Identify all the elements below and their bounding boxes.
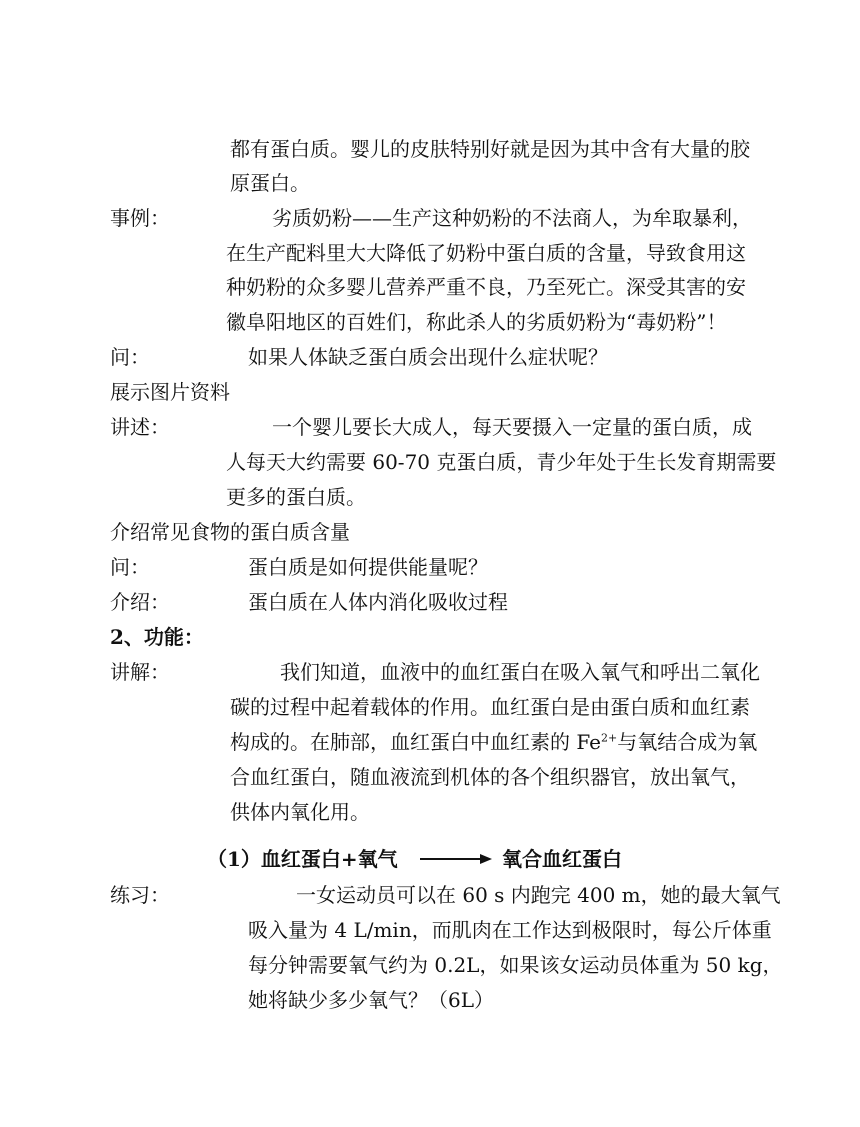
text-line: 徽阜阳地区的百姓们，称此杀人的劣质奶粉为“毒奶粉”！ <box>226 310 727 334</box>
label-question: 问： <box>110 555 150 579</box>
equation-right: 氧合血红蛋白 <box>502 847 622 871</box>
equation-left: （1）血红蛋白+氧气 <box>207 847 398 871</box>
text-line: 更多的蛋白质。 <box>226 485 366 509</box>
text-line: 展示图片资料 <box>110 380 230 404</box>
superscript: 2+ <box>600 731 618 745</box>
text-line: 一个婴儿要长大成人，每天要摄入一定量的蛋白质，成 <box>272 415 752 439</box>
text-line: 蛋白质是如何提供能量呢？ <box>248 555 488 579</box>
text-line: 劣质奶粉——生产这种奶粉的不法商人，为牟取暴利， <box>272 206 752 230</box>
label-explain: 讲解： <box>110 660 170 684</box>
label-question: 问： <box>110 345 150 369</box>
text-line: 一女运动员可以在 60 s 内跑完 400 m，她的最大氧气 <box>296 883 781 907</box>
text-line: 在生产配料里大大降低了奶粉中蛋白质的含量，导致食用这 <box>226 241 746 265</box>
text-line: 她将缺少多少氧气？（6L） <box>248 988 495 1012</box>
text-line: 我们知道，血液中的血红蛋白在吸入氧气和呼出二氧化 <box>280 660 760 684</box>
text-line: 如果人体缺乏蛋白质会出现什么症状呢？ <box>248 345 608 369</box>
text-line: 供体内氧化用。 <box>230 800 370 824</box>
text-line: 合血红蛋白，随血液流到机体的各个组织器官，放出氧气， <box>230 765 750 789</box>
text-line: 原蛋白。 <box>230 171 310 195</box>
right-arrow-icon <box>418 849 494 869</box>
text-line: 都有蛋白质。婴儿的皮肤特别好就是因为其中含有大量的胶 <box>230 137 750 161</box>
text-fragment: 构成的。在肺部，血红蛋白中血红素的 Fe <box>230 730 601 754</box>
label-example: 事例： <box>110 206 170 230</box>
text-line <box>230 725 757 759</box>
text-line: 碳的过程中起着载体的作用。血红蛋白是由蛋白质和血红素 <box>230 695 750 719</box>
text-line: 种奶粉的众多婴儿营养严重不良，乃至死亡。深受其害的安 <box>226 275 746 299</box>
label-narration: 讲述： <box>110 415 170 439</box>
text-line: 每分钟需要氧气约为 0.2L，如果该女运动员体重为 50 kg， <box>248 953 783 977</box>
section-heading: 2、功能： <box>110 625 204 649</box>
text-line: 介绍常见食物的蛋白质含量 <box>110 520 350 544</box>
label-exercise: 练习： <box>110 883 170 907</box>
text-line: 吸入量为 4 L/min，而肌肉在工作达到极限时，每公斤体重 <box>248 918 772 942</box>
text-line: 人每天大约需要 60-70 克蛋白质，青少年处于生长发育期需要 <box>226 450 777 474</box>
text-fragment: 与氧结合成为氧 <box>617 730 758 754</box>
text-line: 蛋白质在人体内消化吸收过程 <box>248 590 508 614</box>
label-introduce: 介绍： <box>110 590 170 614</box>
